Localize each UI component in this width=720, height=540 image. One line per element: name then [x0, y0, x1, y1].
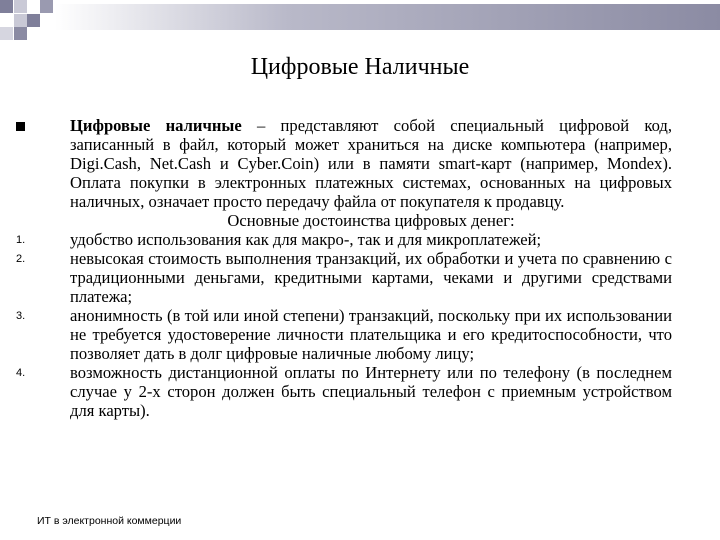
list-number: 3.	[16, 310, 26, 322]
header-gradient-bar	[55, 4, 720, 30]
corner-square-dark	[0, 0, 13, 13]
corner-square-dark-2	[27, 14, 40, 27]
list-number: 2.	[16, 253, 26, 265]
corner-square-light	[14, 0, 27, 13]
list-text: возможность дистанционной оплаты по Интернету или по телефону (в последнем случае у 2-х сторон должен быть специальный телефон с приемным устройством для карты).	[70, 363, 672, 420]
list-text: анонимность (в той или иной степени) транзакций, поскольку при их использовании не требуется удостоверение личности плательщика и его кредитоспособности, что позволяет дать в долг цифровые наличные любому лицу;	[70, 306, 672, 363]
list-text: удобство использования как для макро-, так и для микроплатежей;	[70, 230, 542, 249]
advantages-heading: Основные достоинства цифровых денег:	[227, 211, 515, 230]
list-item	[16, 249, 672, 306]
list-item	[16, 306, 672, 363]
corner-square-light-2	[14, 14, 27, 27]
slide-content	[16, 116, 673, 420]
list-text: невысокая стоимость выполнения транзакций, их обработки и учета по сравнению с традиционными деньгами, кредитными картами, чеками и другими средствами платежа;	[70, 249, 672, 306]
intro-text: – представляют собой специальный цифровой код, записанный в файл, который может храниться на диске компьютера (например, Digi.Cash, Net.Cash и Cyber.Coin) или в памяти smart-карт (например, Mondex). Оплата покупки в электронных платежных системах, основанных на цифровых наличных, означает просто передачу файла от покупателя к продавцу.	[70, 116, 673, 211]
page-title: Цифровые Наличные	[250, 54, 470, 80]
intro-term: Цифровые наличные	[70, 116, 242, 135]
list-item	[16, 230, 672, 249]
intro-paragraph	[70, 116, 672, 211]
footer-text: ИТ в электронной коммерции	[37, 515, 182, 527]
list-item	[16, 363, 672, 420]
corner-square-light-3	[0, 27, 13, 40]
list-number: 1.	[16, 234, 26, 246]
square-bullet-icon	[16, 122, 25, 131]
corner-square-mid	[40, 0, 53, 13]
list-number: 4.	[16, 367, 26, 379]
corner-square-dark-3	[14, 27, 27, 40]
